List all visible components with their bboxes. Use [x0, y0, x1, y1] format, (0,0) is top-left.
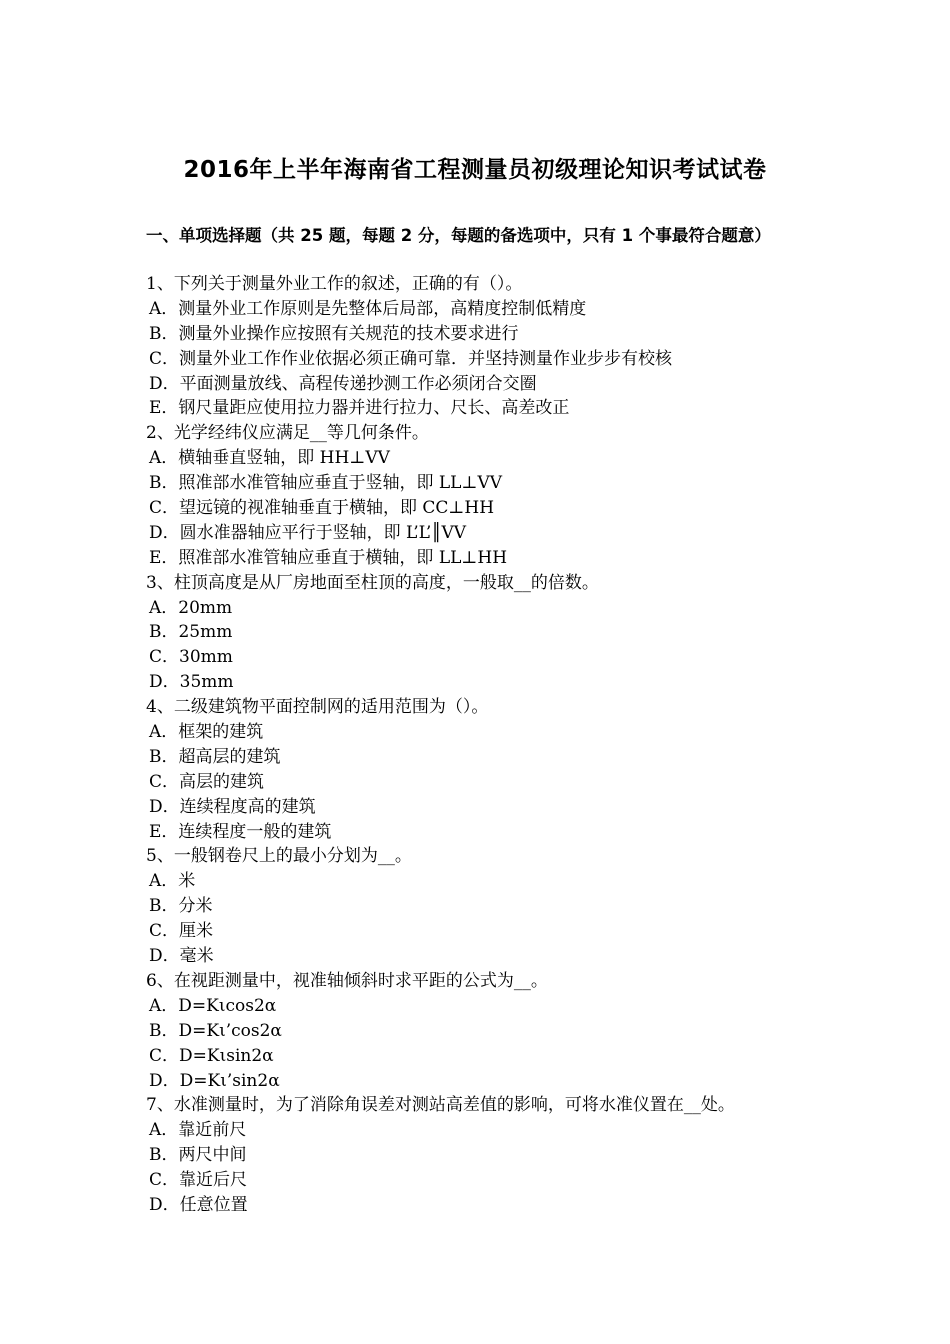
answer-option: E．连续程度一般的建筑 — [149, 821, 332, 842]
answer-option: C．D=Kιsin2α — [149, 1045, 274, 1066]
answer-option: A．D=Kιcos2α — [149, 995, 277, 1016]
answer-option: C．靠近后尺 — [149, 1170, 248, 1191]
question-stem: 6、在视距测量中，视准轴倾斜时求平距的公式为__。 — [146, 970, 548, 991]
answer-option: C．望远镜的视准轴垂直于横轴，即 CC⊥HH — [149, 498, 495, 519]
answer-option: C．30mm — [149, 647, 233, 668]
answer-option: A．米 — [149, 871, 196, 892]
question-stem: 3、柱顶高度是从厂房地面至柱顶的高度，一般取__的倍数。 — [146, 572, 599, 593]
answer-option: C．厘米 — [149, 921, 214, 942]
question-stem: 2、光学经纬仪应满足__等几何条件。 — [146, 423, 429, 444]
answer-option: A．框架的建筑 — [149, 722, 264, 743]
answer-option: D．圆水准器轴应平行于竖轴，即 L’L’║VV — [149, 522, 467, 543]
question-item — [146, 421, 818, 570]
answer-option: A．20mm — [149, 597, 233, 618]
answer-option: C．测量外业工作作业依据必须正确可靠．并坚持测量作业步步有校核 — [149, 348, 673, 369]
answer-option: D．任意位置 — [149, 1194, 248, 1215]
question-item — [146, 969, 818, 1093]
document-title: 2016年上半年海南省工程测量员初级理论知识考试试卷 — [183, 157, 767, 183]
answer-option: D．连续程度高的建筑 — [149, 796, 316, 817]
answer-option: D．毫米 — [149, 946, 214, 967]
question-item — [146, 844, 818, 968]
answer-option: D．D=Kι’sin2α — [149, 1070, 280, 1091]
question-item — [146, 272, 818, 421]
question-item — [146, 1093, 818, 1217]
answer-option: E．钢尺量距应使用拉力器并进行拉力、尺长、高差改正 — [149, 398, 570, 419]
answer-option: B．超高层的建筑 — [149, 746, 281, 767]
answer-option: B．两尺中间 — [149, 1145, 247, 1166]
answer-option: B．D=Kι’cos2α — [149, 1020, 282, 1041]
answer-option: B．25mm — [149, 622, 233, 643]
question-stem: 7、水准测量时，为了消除角误差对测站高差值的影响，可将水准仪置在__处。 — [146, 1095, 735, 1116]
answer-option: A．测量外业工作原则是先整体后局部，高精度控制低精度 — [149, 298, 587, 319]
answer-option: B．测量外业操作应按照有关规范的技术要求进行 — [149, 323, 519, 344]
answer-option: A．靠近前尺 — [149, 1120, 247, 1141]
answer-option: D．35mm — [149, 672, 234, 693]
answer-option: E．照准部水准管轴应垂直于横轴，即 LL⊥HH — [149, 547, 508, 568]
question-stem: 5、一般钢卷尺上的最小分划为__。 — [146, 846, 412, 867]
question-item — [146, 571, 818, 695]
question-stem: 1、下列关于测量外业工作的叙述，正确的有（）。 — [146, 274, 523, 294]
question-item — [146, 695, 818, 844]
answer-option: B．照准部水准管轴应垂直于竖轴，即 LL⊥VV — [149, 473, 503, 494]
answer-option: C．高层的建筑 — [149, 771, 265, 792]
question-stem: 4、二级建筑物平面控制网的适用范围为（）。 — [146, 697, 489, 718]
section-heading: 一、单项选择题（共 25 题，每题 2 分，每题的备选项中，只有 1 个事最符合题意） — [146, 226, 771, 245]
question-list — [146, 272, 818, 1218]
answer-option: D．平面测量放线、高程传递抄测工作必须闭合交圈 — [149, 373, 537, 394]
answer-option: B．分米 — [149, 896, 213, 917]
answer-option: A．横轴垂直竖轴，即 HH⊥VV — [149, 448, 390, 469]
